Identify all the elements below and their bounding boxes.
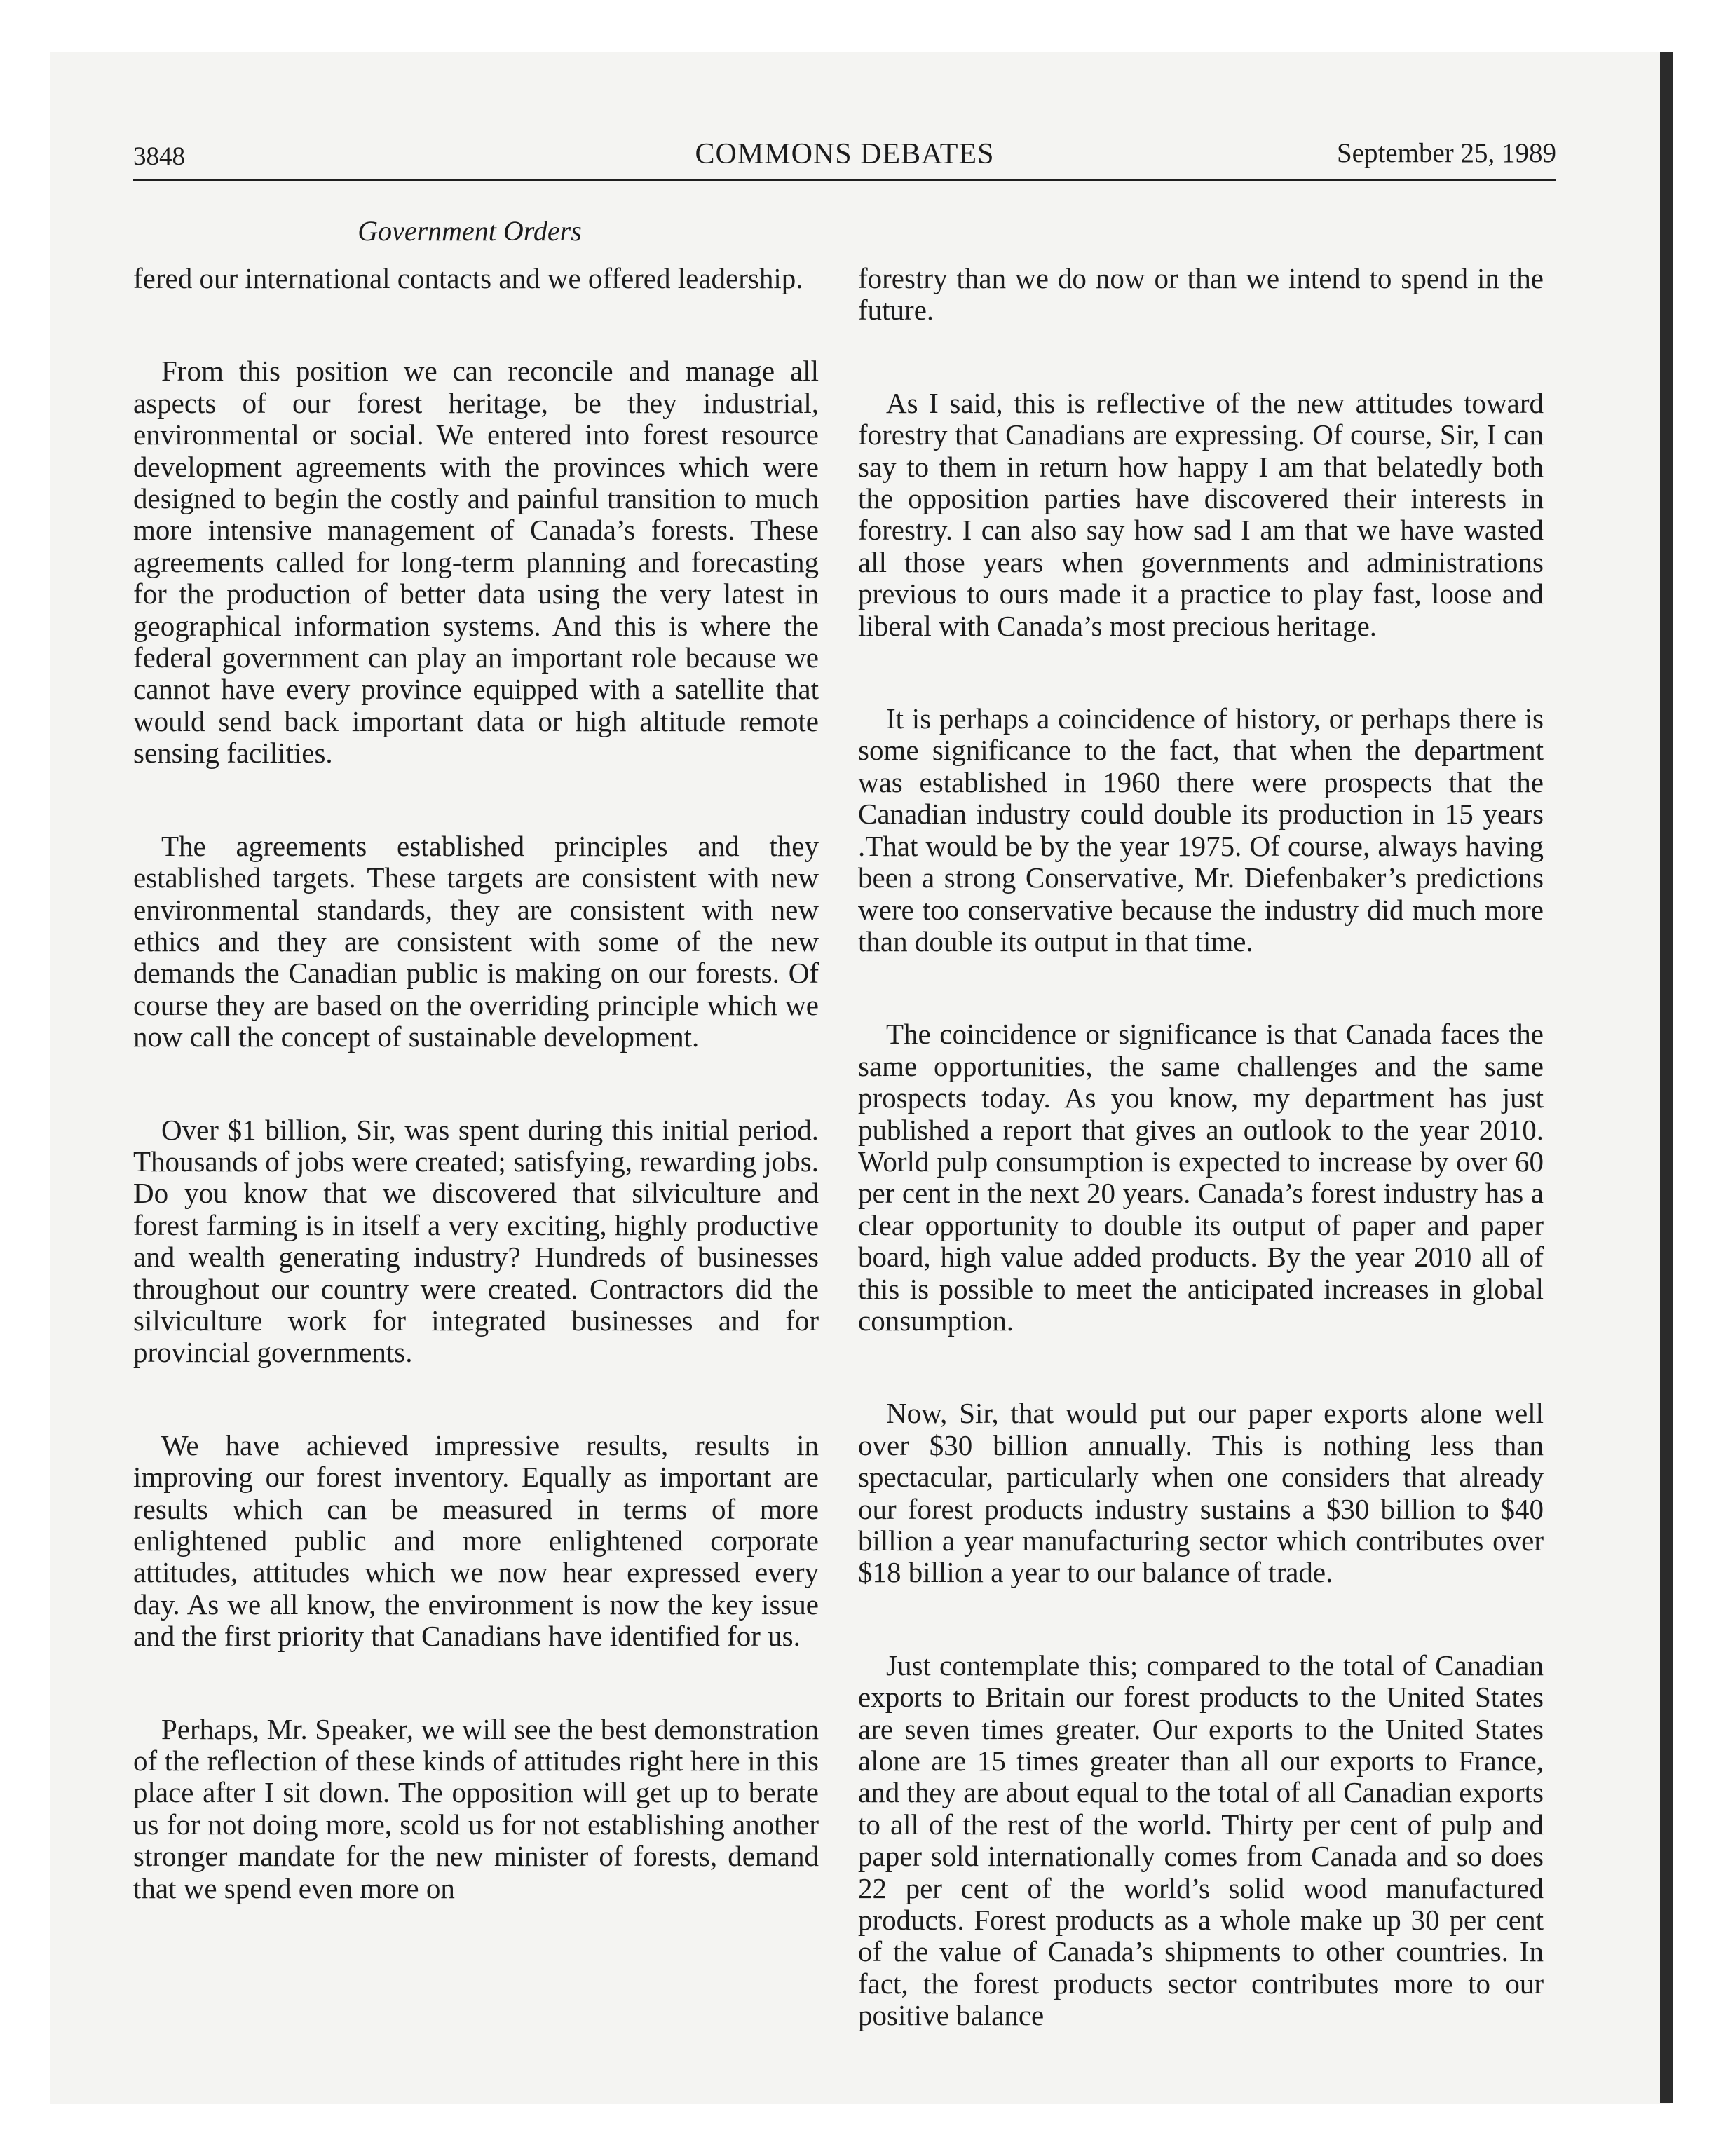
issue-date: September 25, 1989 [1336,138,1556,168]
paragraph: The coincidence or significance is that Canada faces the same opportunities, the same challenges and the same prospects today. As you know, my department has just published a report that gives an outlook to the year 2010. World pulp consumption is expected to increase by over 60 per cent in the next 20 years. Canada’s forest industry has a clear opportunity to double its output of paper and paper board, high value added products. By the year 2010 all of this is possible to meet the anticipated increases in global consumption. [858,1018,1544,1337]
paragraph: Now, Sir, that would put our paper exports alone well over $30 billion annually. This is nothing less than spectacular, particularly when one considers that already our forest products industry sustains a $30 billion to $40 billion a year manufacturing sector which contributes over $18 billion a year to our balance of trade. [858,1397,1544,1589]
paragraph: It is perhaps a coincidence of history, or perhaps there is some significance to the fact, that when the department was established in 1960 there were prospects that the Canadian industry could double its production in 15 years .That would be by the year 1975. Of course, always having been a strong Conservative, Mr. Diefenbaker’s predictions were too conservative because the industry did much more than double its output in that time. [858,702,1544,957]
journal-title: COMMONS DEBATES [695,138,995,170]
page-header [133,133,1556,175]
paragraph: From this position we can reconcile and manage all aspects of our forest heritage, be they industrial, environmental or social. We entered into forest resource development agreements with the provinces which were designed to begin the costly and painful transition to much more intensive management of Canada’s forests. These agreements called for long-term planning and forecasting for the production of better data using the very latest in geographical information systems. And this is where the federal government can play an important role because we cannot have every province equipped with a satellite that would send back important data or high altitude remote sensing facilities. [133,355,819,770]
paragraph: forestry than we do now or than we intend to spend in the future. [858,262,1544,327]
page-number: 3848 [133,142,185,171]
paragraph: fered our international contacts and we offered leadership. [133,262,803,294]
paragraph: Just contemplate this; compared to the total of Canadian exports to Britain our forest products to the United States are seven times greater. Our exports to the United States alone are 15 times greater than all our exports to France, and they are about equal to the total of all Canadian exports to all of the rest of the world. Thirty per cent of pulp and paper sold internationally comes from Canada and so does 22 per cent of the world’s solid wood manufactured products. Forest products as a whole make up 30 per cent of the value of Canada’s shipments to other countries. In fact, the forest products sector contributes more to our positive balance [858,1649,1544,2032]
header-rule [133,179,1556,181]
right-column [858,263,1544,2093]
paragraph: The agreements established principles and they established targets. These targets are consistent with new environmental standards, they are consistent with new ethics and they are consistent with some of the new demands the Canadian public is making on our forests. Of course they are based on the overriding principle which we now call the concept of sustainable development. [133,829,819,1053]
paragraph: Over $1 billion, Sir, was spent during this initial period. Thousands of jobs were created; satisfying, rewarding jobs. Do you know that we discovered that silviculture and forest farming is in itself a very exciting, highly productive and wealth generating industry? Hundreds of businesses throughout our country were created. Contractors did the silviculture work for integrated businesses and for provincial governments. [133,1113,819,1369]
binding-edge [1660,52,1673,2103]
paragraph: Perhaps, Mr. Speaker, we will see the best demonstration of the reflection of these kinds of attitudes right here in this place after I sit down. The opposition will get up to berate us for not doing more, scold us for not establishing another stronger mandate for the new minister of forests, demand that we spend even more on [133,1712,819,1904]
paragraph: We have achieved impressive results, results in improving our forest inventory. Equally as important are results which can be measured in terms of more enlightened public and more enlightened corporate attitudes, attitudes which we now hear expressed every day. As we all know, the environment is now the key issue and the first priority that Canadians have identified for us. [133,1428,819,1653]
paragraph: As I said, this is reflective of the new attitudes toward forestry that Canadians are expressing. Of course, Sir, I can say to them in return how happy I am that belatedly both the opposition parties have discovered their interests in forestry. I can also say how sad I am that we have wasted all those years when governments and administrations previous to ours made it a practice to play fast, loose and liberal with Canada’s most precious heritage. [858,386,1544,642]
section-label: Government Orders [358,215,582,247]
left-column [133,263,819,1965]
